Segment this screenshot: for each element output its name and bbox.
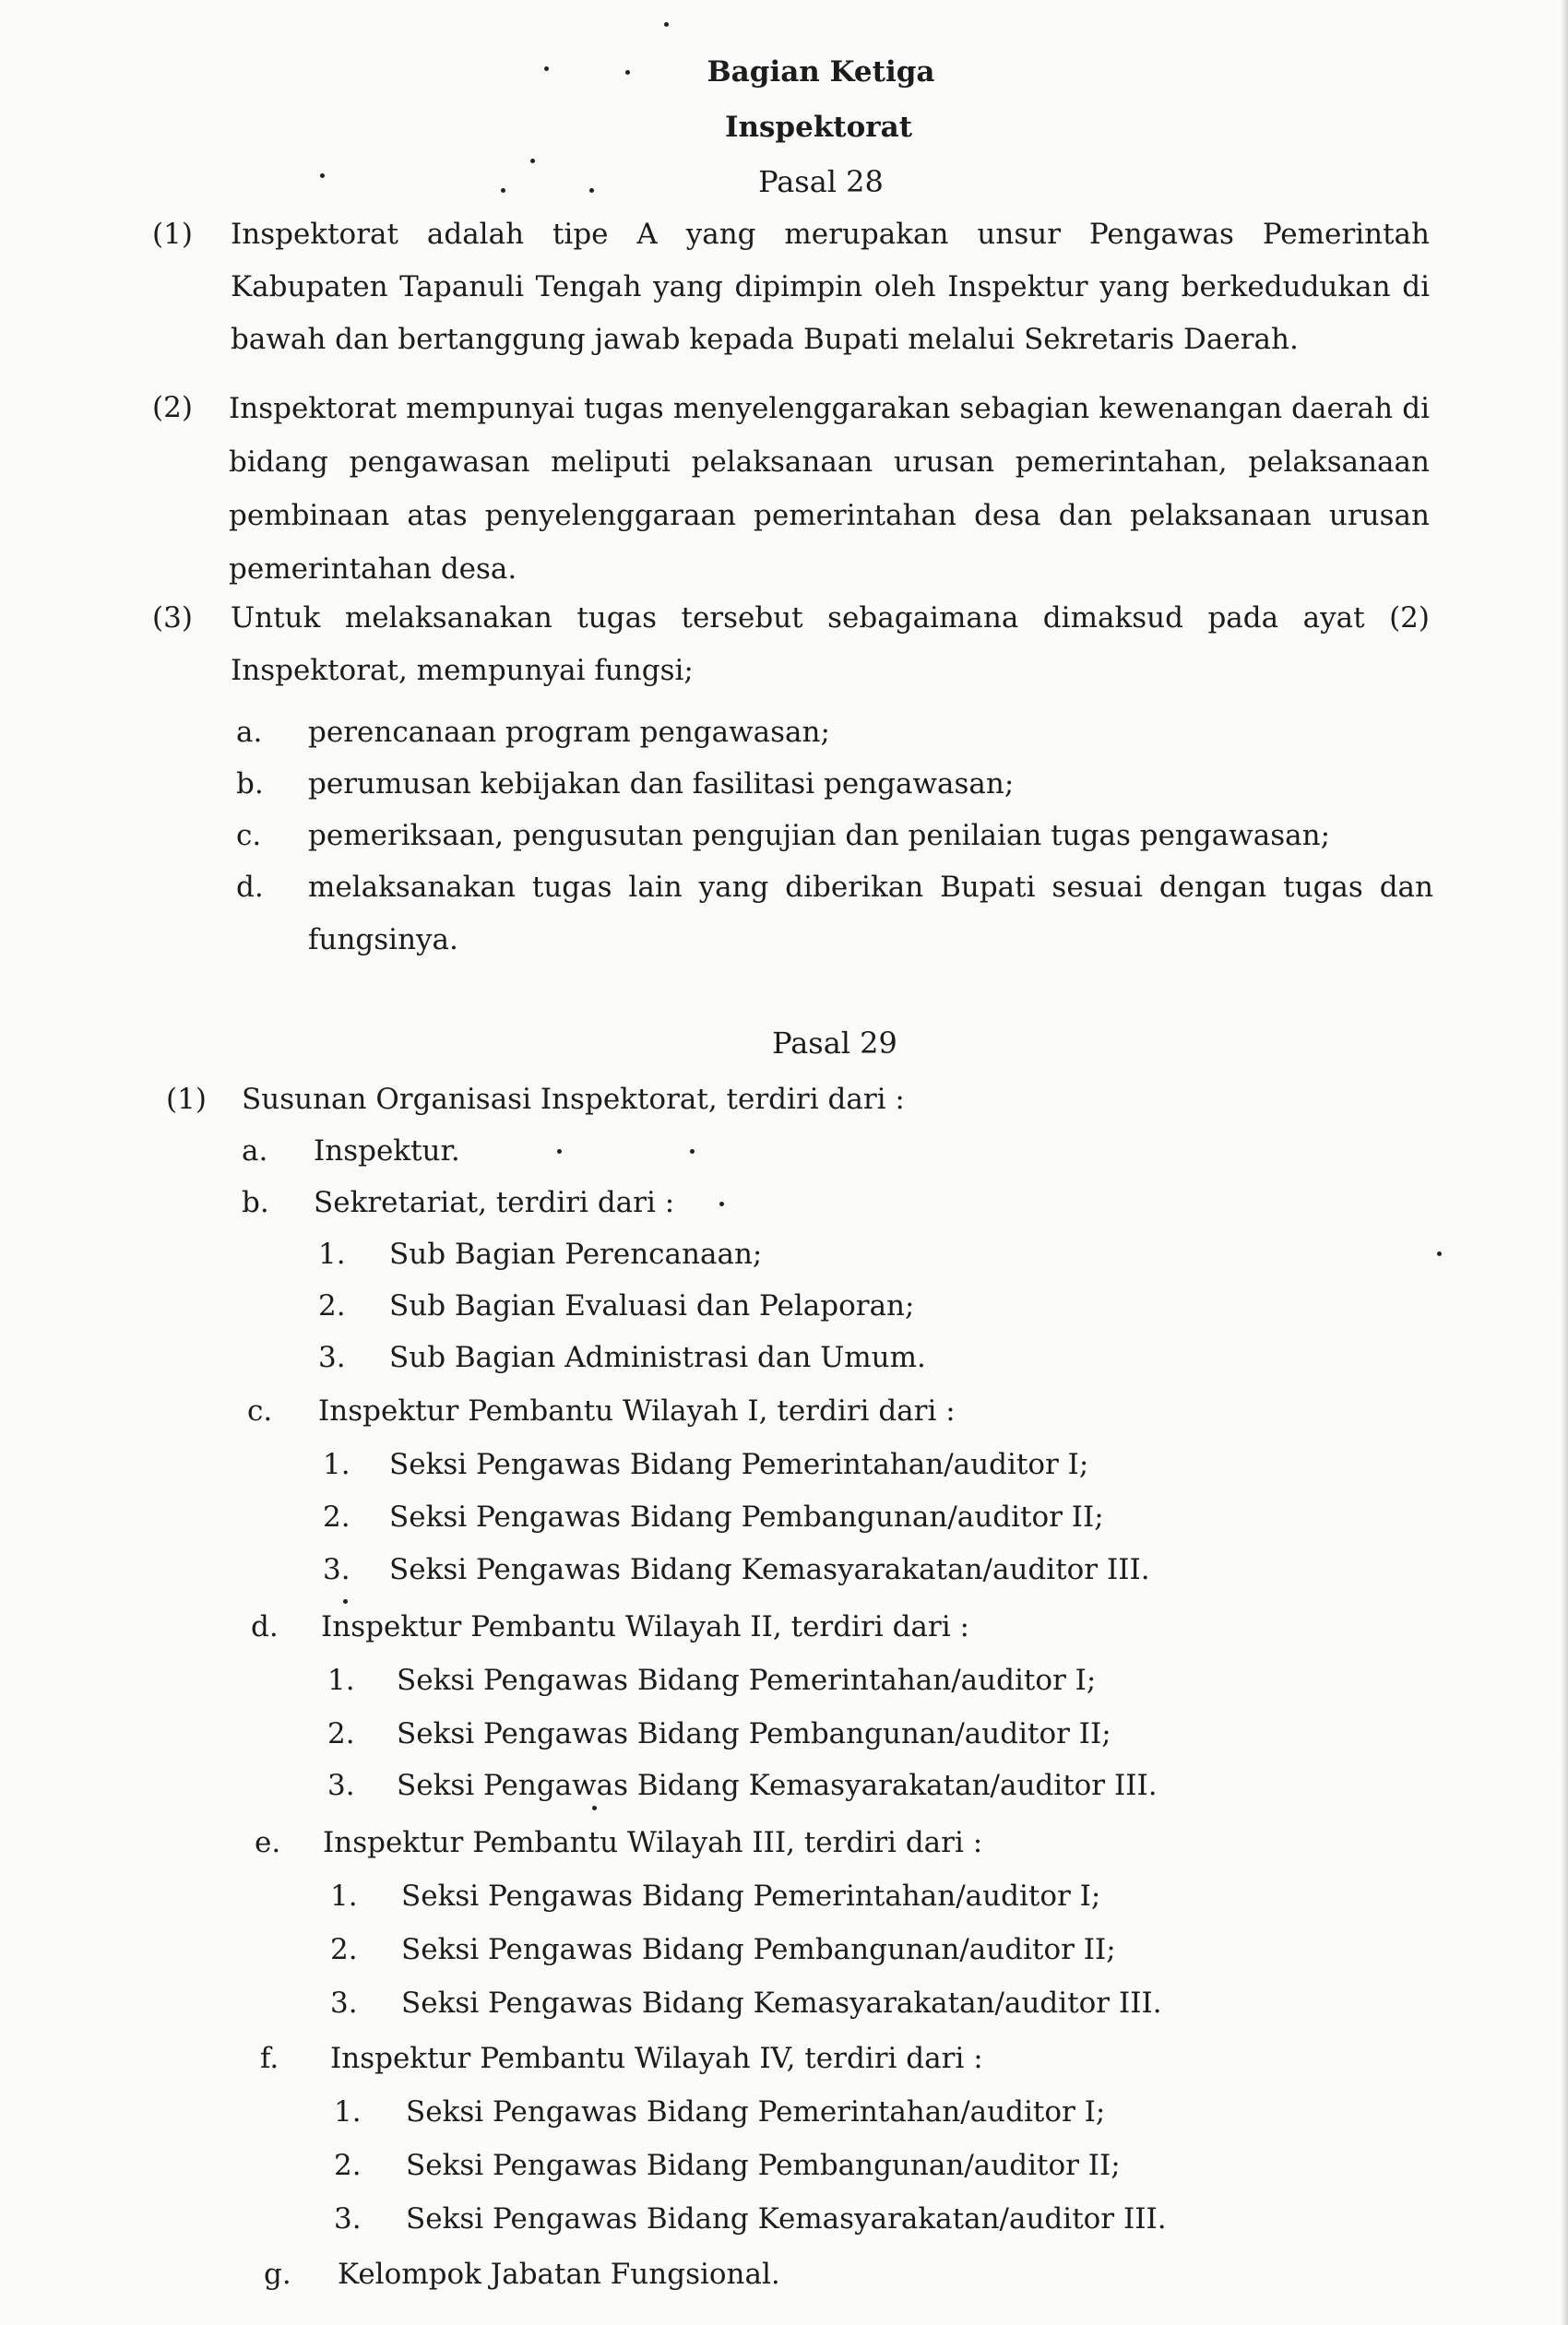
sub-item-number: 1. [323, 1448, 350, 1481]
org-item-letter: a. [242, 1134, 268, 1168]
scan-speck [1437, 1251, 1442, 1256]
org-item-letter: f. [260, 2042, 279, 2075]
org-item-letter: e. [255, 1826, 281, 1859]
function-text: perencanaan program pengawasan; [308, 716, 830, 749]
function-text: perumusan kebijakan dan fasilitasi pengawasan; [308, 767, 1015, 801]
sub-item-number: 2. [330, 1933, 358, 1966]
function-text: melaksanakan tugas lain yang diberikan Bupati sesuai dengan tugas dan fungsinya. [308, 871, 1433, 956]
sub-item-text: Seksi Pengawas Bidang Kemasyarakatan/auditor III. [406, 2202, 1167, 2236]
org-item-text: Inspektur Pembantu Wilayah I, terdiri dari : [318, 1394, 956, 1428]
sub-item-number: 3. [327, 1769, 355, 1802]
clause-number: (3) [152, 601, 193, 635]
sub-item-text: Seksi Pengawas Bidang Pemerintahan/auditor I; [397, 1664, 1097, 1697]
sub-item-number: 2. [323, 1501, 350, 1534]
clause-text: Untuk melaksanakan tugas tersebut sebagaimana dimaksud pada ayat (2) Inspektorat, mempunyai fungsi; [231, 601, 1430, 687]
sub-item-number: 3. [323, 1553, 350, 1586]
org-item-text: Inspektur Pembantu Wilayah II, terdiri dari : [321, 1610, 969, 1643]
sub-item-text: Sub Bagian Administrasi dan Umum. [389, 1341, 926, 1374]
org-item-letter: g. [264, 2258, 291, 2291]
clause-number: (1) [152, 218, 193, 251]
org-item-text: Sekretariat, terdiri dari : [314, 1186, 675, 1219]
clause-number: (1) [166, 1083, 207, 1116]
clause-number: (2) [152, 391, 193, 424]
sub-item-number: 1. [330, 1880, 358, 1913]
sub-item-number: 1. [318, 1238, 346, 1271]
sub-item-text: Seksi Pengawas Bidang Pembangunan/auditor II; [401, 1933, 1116, 1966]
scan-speck [592, 1806, 597, 1810]
org-item-letter: c. [247, 1394, 273, 1428]
sub-item-number: 2. [334, 2149, 362, 2182]
sub-item-text: Seksi Pengawas Bidang Kemasyarakatan/auditor III. [397, 1769, 1158, 1802]
pasal-28-heading: Pasal 28 [758, 164, 884, 199]
sub-item-text: Seksi Pengawas Bidang Pemerintahan/auditor I; [401, 1880, 1101, 1913]
function-letter: a. [236, 716, 263, 749]
scan-speck [719, 1202, 724, 1206]
sub-item-text: Seksi Pengawas Bidang Kemasyarakatan/auditor III. [389, 1553, 1150, 1586]
sub-item-number: 3. [330, 1987, 358, 2020]
sub-item-text: Seksi Pengawas Bidang Pemerintahan/auditor I; [389, 1448, 1089, 1481]
function-letter: d. [236, 871, 264, 904]
sub-item-text: Sub Bagian Perencanaan; [389, 1238, 763, 1271]
org-item-text: Kelompok Jabatan Fungsional. [338, 2258, 780, 2291]
section-title: Inspektorat [724, 111, 913, 144]
sub-item-number: 3. [334, 2202, 362, 2236]
sub-item-text: Seksi Pengawas Bidang Kemasyarakatan/auditor III. [401, 1987, 1162, 2020]
function-letter: c. [236, 819, 262, 852]
sub-item-text: Sub Bagian Evaluasi dan Pelaporan; [389, 1289, 915, 1323]
sub-item-text: Seksi Pengawas Bidang Pembangunan/auditor II; [397, 1717, 1111, 1750]
scan-speck [690, 1149, 695, 1154]
clause-text: Inspektorat adalah tipe A yang merupakan unsur Pengawas Pemerintah Kabupaten Tapanuli Tengah yang dipimpin oleh Inspektur yang berkedudukan di bawah dan bertanggung jawab kepada Bupati melalui Sekretaris Daerah. [231, 218, 1430, 356]
sub-item-number: 1. [334, 2095, 362, 2129]
sub-item-number: 3. [318, 1341, 346, 1374]
function-letter: b. [236, 767, 264, 801]
sub-item-text: Seksi Pengawas Bidang Pemerintahan/auditor I; [406, 2095, 1106, 2129]
scan-speck [557, 1149, 562, 1154]
org-item-text: Inspektur Pembantu Wilayah III, terdiri dari : [323, 1826, 983, 1859]
sub-item-number: 2. [327, 1717, 355, 1750]
sub-item-text: Seksi Pengawas Bidang Pembangunan/auditor II; [389, 1501, 1104, 1534]
pasal-29-heading: Pasal 29 [772, 1026, 897, 1061]
scan-speck [664, 22, 669, 27]
scan-edge-shadow [1561, 0, 1568, 2325]
org-item-letter: b. [242, 1186, 269, 1219]
org-item-letter: d. [251, 1610, 279, 1643]
scan-speck [530, 159, 535, 163]
org-item-text: Inspektur Pembantu Wilayah IV, terdiri dari : [330, 2042, 983, 2075]
sub-item-number: 2. [318, 1289, 346, 1323]
scan-speck [343, 1599, 348, 1604]
sub-item-number: 1. [327, 1664, 355, 1697]
clause-text: Inspektorat mempunyai tugas menyelenggarakan sebagian kewenangan daerah di bidang pengawasan meliputi pelaksanaan urusan pemerintahan, pelaksanaan pembinaan atas penyelenggaraan pemerintahan desa dan pelaksanaan urusan pemerintahan desa. [229, 392, 1430, 586]
section-part-heading: Bagian Ketiga [707, 55, 935, 89]
sub-item-text: Seksi Pengawas Bidang Pembangunan/auditor II; [406, 2149, 1121, 2182]
org-item-text: Inspektur. [314, 1134, 460, 1168]
clause-text: Susunan Organisasi Inspektorat, terdiri dari : [242, 1083, 905, 1116]
function-text: pemeriksaan, pengusutan pengujian dan penilaian tugas pengawasan; [308, 819, 1331, 852]
